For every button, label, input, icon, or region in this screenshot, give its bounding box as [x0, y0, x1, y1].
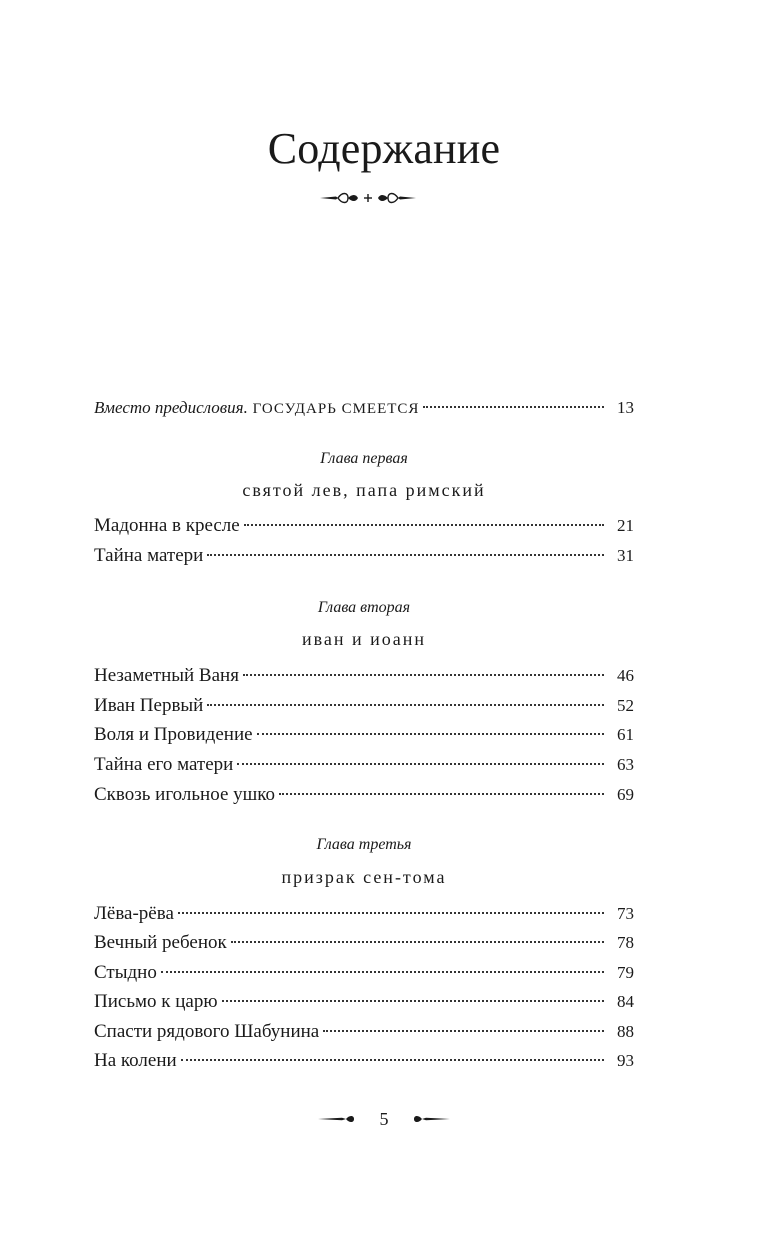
- entry-title: На колени: [94, 1050, 177, 1071]
- entry-title: Вечный ребенок: [94, 932, 227, 953]
- entry-title: Сквозь игольное ушко: [94, 784, 276, 805]
- chapter-label: Глава вторая: [317, 599, 411, 616]
- dot-leader: [161, 971, 604, 973]
- chapter-title: призрак сен-тома: [281, 867, 447, 887]
- entry-title: Лёва-рёва: [94, 903, 174, 924]
- toc-entry[interactable]: [94, 988, 634, 1016]
- folio-ornament-right-icon: [410, 1114, 450, 1124]
- page-number: 73: [617, 904, 634, 923]
- dot-leader: [222, 1000, 604, 1002]
- entry-title: Иван Первый: [94, 695, 204, 716]
- toc-entry[interactable]: [94, 721, 634, 749]
- page-number: 21: [617, 516, 634, 535]
- preface-title: ГОСУДАРЬ СМЕЕТСЯ: [252, 401, 420, 417]
- page-number: 63: [617, 755, 634, 774]
- entry-title: Тайна его матери: [94, 754, 234, 775]
- toc-entry[interactable]: [94, 662, 634, 690]
- dot-leader: [244, 524, 604, 526]
- page-number: 79: [617, 963, 634, 982]
- toc-entry[interactable]: [94, 542, 634, 570]
- chapter-title: святой лев, папа римский: [242, 480, 486, 500]
- page-number-folio: 5: [379, 1109, 389, 1129]
- toc-entry[interactable]: [94, 900, 634, 928]
- toc-entry[interactable]: [94, 781, 634, 809]
- page-number: 13: [617, 398, 634, 417]
- toc-entry[interactable]: [94, 512, 634, 540]
- entry-title: Тайна матери: [94, 545, 204, 566]
- dot-leader: [279, 793, 604, 795]
- dot-leader: [178, 912, 604, 914]
- page-number: 78: [617, 933, 634, 952]
- toc-entry[interactable]: [94, 1047, 634, 1075]
- page-number: 84: [617, 992, 634, 1011]
- toc-entry-preface[interactable]: [94, 394, 634, 422]
- dot-leader: [207, 554, 604, 556]
- chapter-label: Глава первая: [320, 450, 408, 467]
- page-number: 46: [617, 666, 634, 685]
- dot-leader: [237, 763, 604, 765]
- dot-leader: [257, 733, 604, 735]
- entry-title: Письмо к царю: [94, 991, 218, 1012]
- page-footer: [324, 1107, 444, 1131]
- toc-entry[interactable]: [94, 929, 634, 957]
- preface-prefix: Вместо предисловия.: [94, 398, 248, 417]
- page-number: 31: [617, 546, 634, 565]
- entry-title: Стыдно: [94, 962, 157, 983]
- page-number: 88: [617, 1022, 634, 1041]
- page-number: 69: [617, 785, 634, 804]
- dot-leader: [323, 1030, 604, 1032]
- page-number: 52: [617, 696, 634, 715]
- toc-entry[interactable]: [94, 692, 634, 720]
- toc-entry[interactable]: [94, 751, 634, 779]
- chapter-label: Глава третья: [316, 836, 412, 853]
- dot-leader: [243, 674, 604, 676]
- toc-entry[interactable]: [94, 959, 634, 987]
- title-ornament-icon: [318, 188, 418, 208]
- entry-title: Воля и Провидение: [94, 724, 253, 745]
- entry-title: Спасти рядового Шабунина: [94, 1021, 320, 1042]
- dot-leader: [207, 704, 604, 706]
- entry-title: Незаметный Ваня: [94, 665, 239, 686]
- entry-title: Мадонна в кресле: [94, 515, 240, 536]
- page-number: 61: [617, 725, 634, 744]
- page-title: Содержание: [267, 124, 501, 173]
- chapter-title: иван и иоанн: [301, 629, 427, 649]
- dot-leader: [423, 406, 604, 408]
- dot-leader: [231, 941, 604, 943]
- page-number: 93: [617, 1051, 634, 1070]
- dot-leader: [181, 1059, 604, 1061]
- toc-entry[interactable]: [94, 1018, 634, 1046]
